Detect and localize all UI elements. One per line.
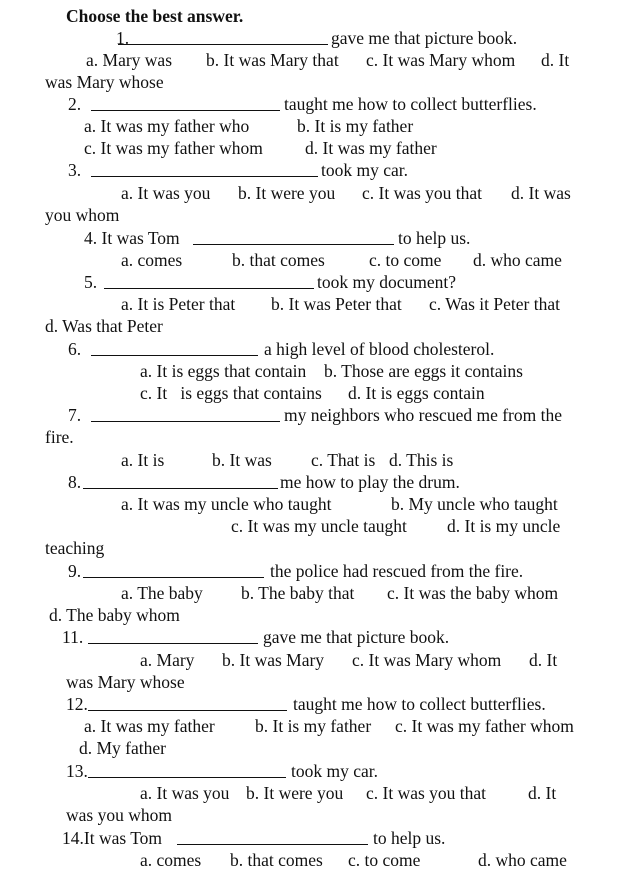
text-line: a. comes	[121, 250, 183, 270]
text-line: gave me that picture book.	[331, 28, 518, 48]
text-line: c. It was my uncle taught	[231, 516, 407, 536]
answer-blank	[91, 421, 280, 422]
text-line: d. My father	[79, 738, 166, 758]
text-line: c. It was Mary whom	[352, 650, 502, 670]
text-line: a. It was my father who	[84, 116, 250, 136]
text-line: b. that comes	[232, 250, 325, 270]
text-line: 2.	[68, 94, 82, 114]
text-line: c. It was the baby whom	[387, 583, 559, 603]
text-line: b. The baby that	[241, 583, 355, 603]
text-line: b. It were you	[246, 783, 344, 803]
text-line: b. Those are eggs it contains	[324, 361, 523, 381]
text-line: was you whom	[66, 805, 172, 825]
text-line: me how to play the drum.	[280, 472, 460, 492]
text-line: c. It was my father whom	[395, 716, 574, 736]
text-line: a. It is	[121, 450, 165, 470]
text-line: 3.	[68, 160, 82, 180]
text-line: c. It was my father whom	[84, 138, 263, 158]
text-line: was Mary whose	[66, 672, 185, 692]
text-line: 8.	[68, 472, 82, 492]
text-line: 6.	[68, 339, 82, 359]
text-line: a. The baby	[121, 583, 203, 603]
text-line: b. It is my father	[255, 716, 372, 736]
text-line: took my document?	[317, 272, 457, 292]
answer-blank	[91, 355, 258, 356]
text-line: d. who came	[473, 250, 562, 270]
text-line: 11.	[62, 627, 84, 647]
text-line: d. This is	[389, 450, 454, 470]
text-line: 14.It was Tom	[62, 828, 163, 848]
text-line: taught me how to collect butterflies.	[293, 694, 546, 714]
text-line: d. It	[541, 50, 570, 70]
text-line: the police had rescued from the fire.	[270, 561, 524, 581]
text-line: taught me how to collect butterflies.	[284, 94, 537, 114]
answer-blank	[83, 488, 278, 489]
answer-blank	[177, 844, 368, 845]
text-line: b. My uncle who taught	[391, 494, 558, 514]
text-line: b. It were you	[238, 183, 336, 203]
text-line: to help us.	[398, 228, 471, 248]
text-line: c. to come	[369, 250, 442, 270]
answer-blank	[118, 44, 328, 45]
text-line: a. It is eggs that contain	[140, 361, 307, 381]
text-line: teaching	[45, 538, 105, 558]
text-line: b. that comes	[230, 850, 323, 870]
text-line: c. It is eggs that contains	[140, 383, 322, 403]
answer-blank	[91, 110, 280, 111]
worksheet-title: Choose the best answer.	[66, 6, 244, 26]
text-line: c. That is	[311, 450, 376, 470]
text-line: 5.	[84, 272, 98, 292]
text-line: b. It was Mary that	[206, 50, 339, 70]
answer-blank	[88, 643, 258, 644]
text-line: you whom	[45, 205, 120, 225]
text-line: b. It was	[212, 450, 272, 470]
text-line: 12.	[66, 694, 88, 714]
text-line: a. comes	[140, 850, 202, 870]
text-line: took my car.	[291, 761, 378, 781]
answer-blank	[91, 176, 318, 177]
text-line: c. It was you that	[362, 183, 483, 203]
text-line: 1.	[116, 28, 130, 48]
text-line: was Mary whose	[45, 72, 164, 92]
answer-blank	[193, 244, 394, 245]
text-line: b. It was Mary	[222, 650, 325, 670]
text-line: c. to come	[348, 850, 421, 870]
text-line: a high level of blood cholesterol.	[264, 339, 495, 359]
text-line: d. Was that Peter	[45, 316, 163, 336]
text-line: a. It was you	[121, 183, 211, 203]
text-line: a. Mary was	[86, 50, 173, 70]
text-line: b. It was Peter that	[271, 294, 402, 314]
text-line: took my car.	[321, 160, 408, 180]
text-line: 9.	[68, 561, 82, 581]
answer-blank	[104, 288, 314, 289]
text-line: gave me that picture book.	[263, 627, 450, 647]
text-line: a. Mary	[140, 650, 195, 670]
answer-blank	[88, 710, 287, 711]
text-line: d. The baby whom	[49, 605, 180, 625]
text-line: b. It is my father	[297, 116, 414, 136]
text-line: 7.	[68, 405, 82, 425]
text-line: c. It was Mary whom	[366, 50, 516, 70]
text-line: a. It was my uncle who taught	[121, 494, 332, 514]
text-line: a. It was my father	[84, 716, 215, 736]
text-line: a. It was you	[140, 783, 230, 803]
text-line: my neighbors who rescued me from the	[284, 405, 562, 425]
answer-blank	[83, 577, 264, 578]
text-line: a. It is Peter that	[121, 294, 236, 314]
text-line: d. It is my uncle	[447, 516, 561, 536]
text-line: d. It is eggs contain	[348, 383, 485, 403]
text-line: d. It	[529, 650, 558, 670]
text-line: c. It was you that	[366, 783, 487, 803]
text-line: d. It was	[511, 183, 571, 203]
text-line: 13.	[66, 761, 88, 781]
text-line: fire.	[45, 427, 74, 447]
answer-blank	[88, 777, 286, 778]
text-line: c. Was it Peter that	[429, 294, 560, 314]
text-line: d. It	[528, 783, 557, 803]
text-line: d. It was my father	[305, 138, 437, 158]
text-line: 4. It was Tom	[84, 228, 180, 248]
text-line: d. who came	[478, 850, 567, 870]
text-line: to help us.	[373, 828, 446, 848]
